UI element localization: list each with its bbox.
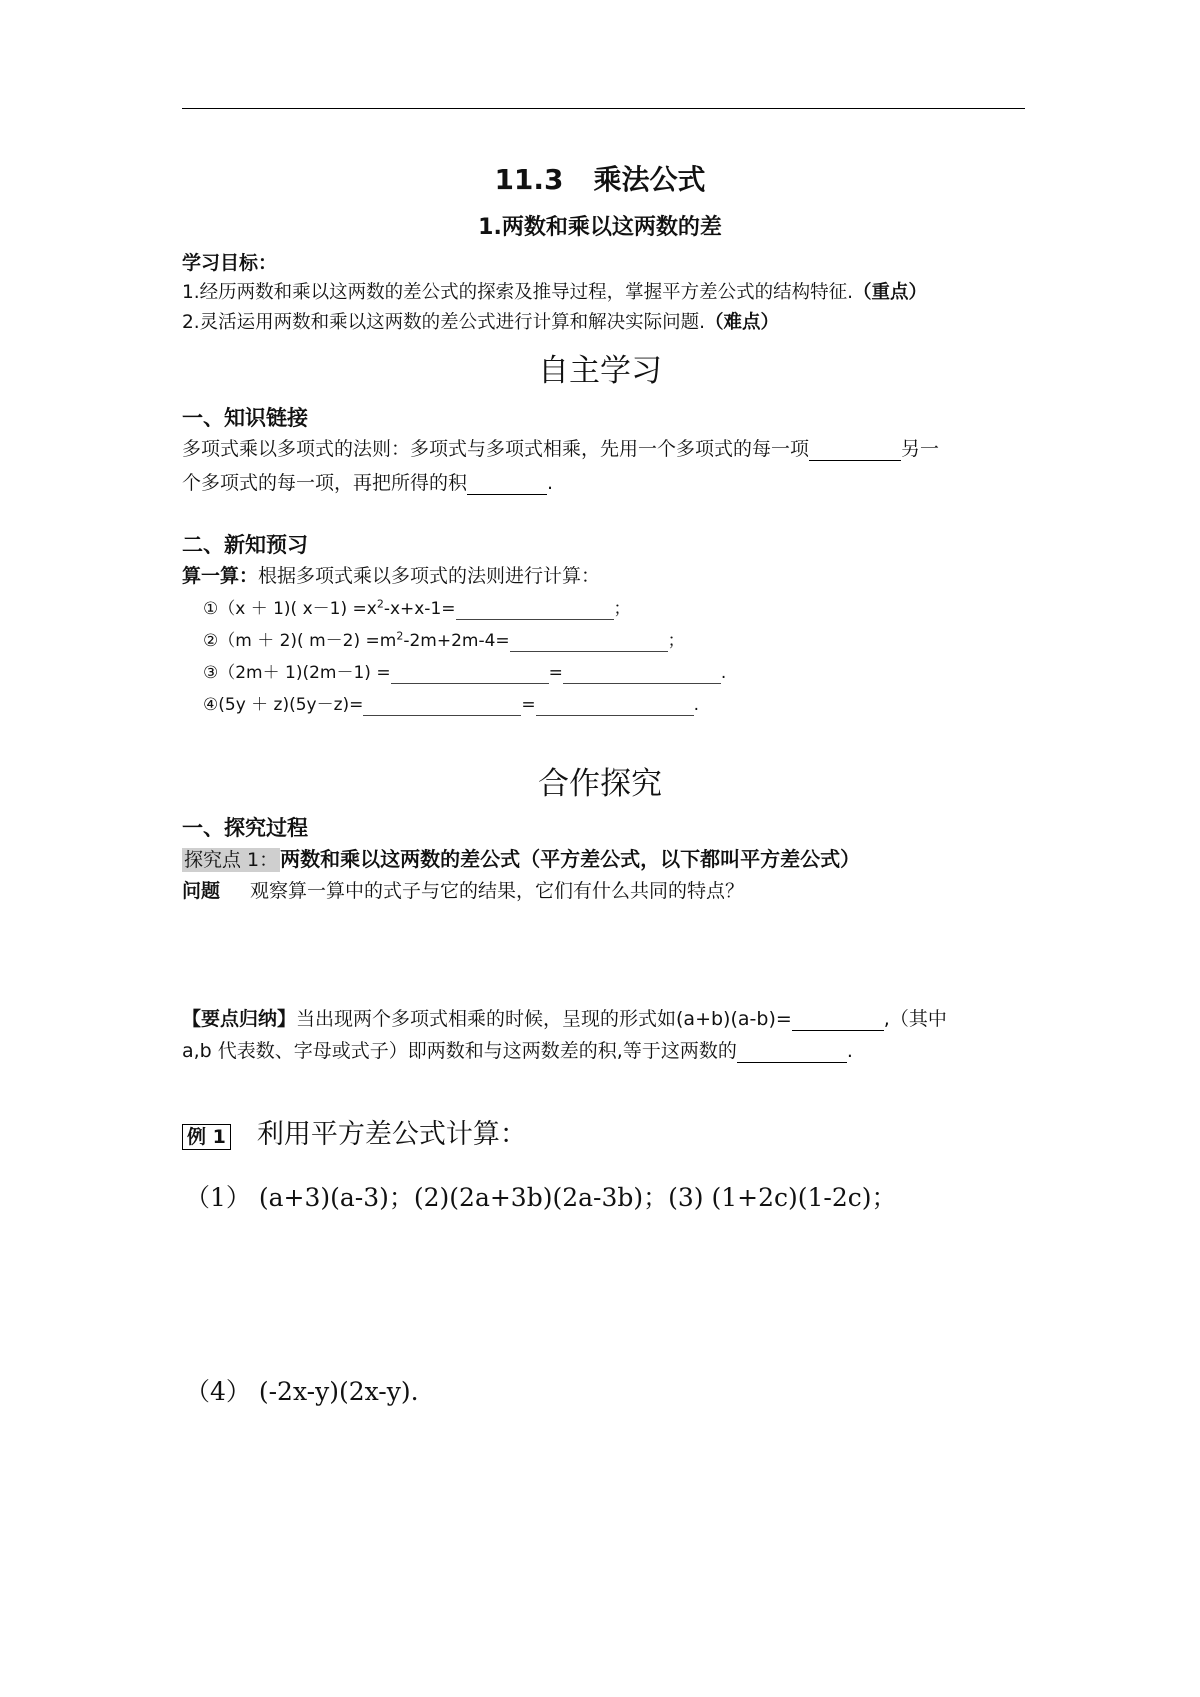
objective-1 (182, 278, 927, 304)
preview-item-2-blank[interactable] (510, 631, 668, 652)
objective-2-text: 2.灵活运用两数和乘以这两数的差公式进行计算和解决实际问题. (182, 312, 706, 333)
knowledge-link-text-2b: . (547, 472, 554, 494)
fill-blank-1[interactable] (809, 438, 901, 461)
preview-item-1-sup: 2 (376, 597, 384, 611)
preview-item-1 (203, 594, 631, 620)
title-number: 11.3 (494, 163, 564, 196)
preview-item-1-end: ； (613, 599, 631, 619)
preview-item-2-sup: 2 (396, 629, 404, 643)
knowledge-link-heading: 一、知识链接 (182, 406, 308, 430)
preview-item-3-blank-2[interactable] (563, 663, 721, 684)
header-rule (182, 108, 1025, 109)
preview-item-2-end: ； (667, 631, 685, 651)
fill-blank-2[interactable] (467, 472, 547, 495)
exploration-point-1 (182, 843, 860, 872)
preview-item-4-blank-2[interactable] (536, 695, 694, 716)
summary-text-line2a: a,b 代表数、字母或式子）即两数和与这两数差的积,等于这两数的 (182, 1040, 737, 1062)
preview-item-2 (203, 626, 685, 652)
title-text: 乘法公式 (593, 163, 706, 196)
preview-item-4-expr: ④(5y ＋ z)(5y－z)= (203, 695, 364, 715)
knowledge-link-line-1 (182, 434, 939, 461)
preview-item-3-blank-1[interactable] (391, 663, 549, 684)
section-title-self-study: 自主学习 (538, 353, 662, 389)
section-title-cooperative: 合作探究 (538, 766, 662, 802)
preview-heading: 二、新知预习 (182, 533, 308, 557)
example-1-line-2: （4） (-2x-y)(2x-y). (185, 1377, 419, 1406)
preview-lead (182, 561, 600, 588)
summary-blank-1[interactable] (792, 1008, 884, 1031)
summary-line-2 (182, 1036, 853, 1063)
example-1-line-1: （1） (a+3)(a-3)；(2)(2a+3b)(2a-3b)；(3) (1+2c)(1-2c)； (185, 1183, 897, 1212)
preview-item-3 (203, 658, 726, 684)
summary-text-a: 当出现两个多项式相乘的时候，呈现的形式如(a+b)(a-b)= (296, 1008, 792, 1030)
knowledge-link-line-2 (182, 468, 553, 495)
preview-item-3-equals: = (548, 663, 563, 683)
preview-item-1-expr: ①（x ＋ 1)( x－1) =x (203, 599, 377, 619)
preview-item-4-equals: = (521, 695, 536, 715)
question-text: 观察算一算中的式子与它的结果，它们有什么共同的特点？ (250, 880, 745, 902)
objective-2-tag: （难点） (705, 312, 780, 333)
objective-2 (182, 308, 779, 334)
exploration-point-title: 两数和乘以这两数的差公式（平方差公式，以下都叫平方差公式） (280, 847, 861, 871)
example-1-tag: 例 1 (182, 1124, 231, 1150)
summary-label: 【要点归纳】 (182, 1008, 297, 1030)
preview-item-3-expr: ③（2m＋ 1)(2m－1) = (203, 663, 391, 683)
preview-lead-label: 算一算： (182, 565, 259, 587)
preview-item-4 (203, 690, 699, 716)
preview-lead-text: 根据多项式乘以多项式的法则进行计算： (258, 565, 601, 587)
page-title (0, 158, 1200, 198)
process-heading: 一、探究过程 (182, 816, 308, 840)
preview-item-2-expr: ②（m ＋ 2)( m－2) =m (203, 631, 397, 651)
preview-item-4-blank-1[interactable] (363, 695, 521, 716)
objectives-heading: 学习目标： (182, 252, 278, 274)
preview-item-4-end: . (693, 695, 700, 715)
summary-text-b: ,（其中 (883, 1008, 947, 1030)
preview-item-2-expr-b: -2m+2m-4= (403, 631, 510, 651)
knowledge-link-text-1a: 多项式乘以多项式的法则：多项式与多项式相乘，先用一个多项式的每一项 (182, 438, 810, 460)
question (182, 876, 744, 903)
preview-item-1-blank[interactable] (456, 599, 614, 620)
preview-item-3-end: . (720, 663, 727, 683)
summary-text-line2b: . (846, 1040, 853, 1062)
preview-item-1-expr-b: -x+x-1= (383, 599, 456, 619)
question-label: 问题 (182, 880, 221, 902)
objective-1-tag: （重点） (853, 282, 928, 303)
summary-line-1 (182, 1004, 947, 1031)
objective-1-text: 1.经历两数和乘以这两数的差公式的探索及推导过程，掌握平方差公式的结构特征. (182, 282, 854, 303)
knowledge-link-text-1b: 另一 (901, 438, 940, 460)
page-subtitle: 1.两数和乘以这两数的差 (478, 215, 722, 240)
example-1-prompt: 利用平方差公式计算： (256, 1119, 527, 1150)
summary-blank-2[interactable] (737, 1040, 847, 1063)
exploration-point-label: 探究点 1： (184, 849, 279, 871)
example-1-header (182, 1112, 527, 1151)
knowledge-link-text-2a: 个多项式的每一项，再把所得的积 (182, 472, 468, 494)
